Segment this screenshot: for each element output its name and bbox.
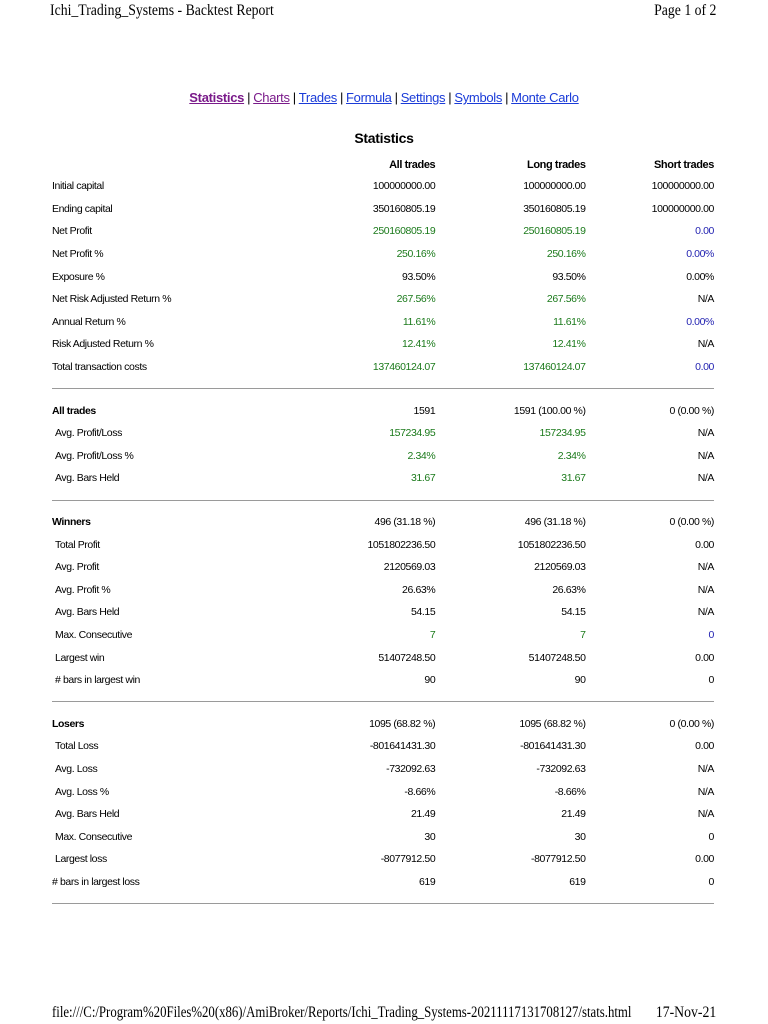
value-short: N/A (697, 427, 714, 440)
row-avg-bars-held (52, 467, 714, 490)
value-long: 1591 (100.00 %) (513, 404, 586, 417)
value-short: N/A (697, 606, 714, 619)
value-long: 30 (574, 830, 586, 843)
nav-monte-carlo-link[interactable]: Monte Carlo (511, 90, 579, 105)
value-long: -732092.63 (536, 762, 586, 775)
value-long: 350160805.19 (523, 202, 586, 215)
value-short: 0.00% (686, 270, 714, 283)
value-all: 11.61% (402, 315, 436, 328)
col-long-trades: Long trades (527, 159, 586, 171)
row-avg-profit-loss (52, 422, 714, 445)
value-short: N/A (697, 338, 714, 351)
value-long: 496 (31.18 %) (524, 516, 586, 529)
row-label: Largest loss (55, 853, 107, 866)
nav-statistics-link[interactable]: Statistics (189, 90, 245, 105)
value-short: 0 (708, 830, 714, 843)
value-short: 100000000.00 (651, 180, 714, 193)
row-losers-avg-bars-held (52, 803, 714, 826)
value-short: N/A (697, 561, 714, 574)
print-header (50, 2, 623, 24)
row-ending-capital (52, 198, 714, 221)
value-short: 0.00 (695, 651, 714, 664)
value-short: N/A (697, 449, 714, 462)
row-label: Net Profit % (52, 248, 104, 261)
section-divider (52, 490, 714, 501)
nav-charts-link[interactable]: Charts (253, 90, 290, 105)
value-long: 137460124.07 (523, 361, 586, 374)
value-short: 0.00 (695, 361, 714, 374)
row-label: Total transaction costs (52, 361, 147, 374)
row-label: Avg. Loss (55, 762, 98, 775)
footer-file-path: file:///C:/Program%20Files%20(x86)/AmiBroker/Reports/Ichi_Trading_Systems-20211117131708127/stats.html (52, 1004, 632, 1021)
row-initial-capital (52, 175, 714, 198)
value-short: N/A (697, 583, 714, 596)
value-all: 30 (424, 830, 436, 843)
value-long: 1051802236.50 (517, 538, 586, 551)
value-short: 0 (0.00 %) (669, 404, 714, 417)
nav-separator: | (247, 90, 251, 105)
row-label: Max. Consecutive (55, 830, 133, 843)
row-avg-loss-pct (52, 780, 714, 803)
value-short: 0.00 (695, 740, 714, 753)
value-long: -8.66% (554, 785, 586, 798)
row-bars-largest-win (52, 669, 714, 692)
row-net-risk-adjusted-return (52, 288, 714, 311)
row-all-trades (52, 399, 714, 422)
value-long: 21.49 (561, 808, 586, 821)
value-short: 0 (708, 875, 714, 888)
report-nav (0, 90, 768, 105)
value-long: 54.15 (561, 606, 586, 619)
value-all: 100000000.00 (372, 180, 436, 193)
row-net-profit-pct (52, 243, 714, 266)
row-bars-largest-loss (52, 871, 714, 894)
row-label: Avg. Loss % (55, 785, 109, 798)
value-long: 157234.95 (539, 427, 586, 440)
section-divider (52, 893, 714, 904)
row-transaction-costs (52, 356, 714, 379)
value-long: -801641431.30 (520, 740, 586, 753)
value-short: N/A (697, 762, 714, 775)
row-net-profit (52, 220, 714, 243)
row-label: Initial capital (52, 180, 104, 193)
nav-separator: | (448, 90, 452, 105)
value-short: 0 (708, 674, 714, 687)
value-all: 496 (31.18 %) (374, 516, 436, 529)
row-total-profit (52, 533, 714, 556)
value-all: 157234.95 (389, 427, 436, 440)
value-all: 1095 (68.82 %) (369, 717, 436, 730)
statistics-table (52, 155, 714, 904)
section-divider (52, 691, 714, 702)
nav-separator: | (505, 90, 509, 105)
row-label: Ending capital (52, 202, 113, 215)
row-label: Exposure % (52, 270, 105, 283)
row-label: Annual Return % (52, 315, 126, 328)
row-label: Net Risk Adjusted Return % (52, 293, 172, 306)
value-long: 11.61% (553, 315, 586, 328)
row-risk-adjusted-return (52, 333, 714, 356)
value-short: 0.00% (686, 248, 714, 261)
column-header-row (52, 155, 714, 175)
value-long: 26.63% (552, 583, 586, 596)
row-label: Max. Consecutive (55, 628, 133, 641)
row-avg-profit-loss-pct (52, 445, 714, 468)
row-exposure-pct (52, 265, 714, 288)
value-short: 0.00 (695, 225, 714, 238)
section-divider (52, 378, 714, 389)
value-long: 7 (580, 628, 586, 641)
value-long: 250160805.19 (523, 225, 586, 238)
value-all: 250160805.19 (372, 225, 436, 238)
value-long: 619 (569, 875, 586, 888)
row-label: # bars in largest loss (52, 875, 140, 888)
value-all: 54.15 (410, 606, 436, 619)
nav-settings-link[interactable]: Settings (400, 90, 446, 105)
value-long: 1095 (68.82 %) (519, 717, 586, 730)
value-all: 51407248.50 (378, 651, 436, 664)
nav-separator: | (292, 90, 296, 105)
value-all: 12.41% (402, 338, 436, 351)
value-all: 619 (418, 875, 436, 888)
value-all: 2120569.03 (383, 561, 436, 574)
col-short-trades: Short trades (654, 159, 714, 171)
row-label: Avg. Profit % (55, 583, 111, 596)
group-label: All trades (52, 404, 96, 417)
row-label: Total Loss (55, 740, 99, 753)
row-label: Total Profit (55, 538, 100, 551)
row-label: Avg. Profit/Loss % (55, 449, 134, 462)
row-avg-profit (52, 556, 714, 579)
row-annual-return (52, 311, 714, 334)
report-title: Ichi_Trading_Systems - Backtest Report (50, 2, 274, 19)
value-short: N/A (697, 785, 714, 798)
value-short: N/A (697, 472, 714, 485)
value-long: 2.34% (557, 449, 586, 462)
nav-formula-link[interactable]: Formula (346, 90, 392, 105)
value-long: 267.56% (546, 293, 586, 306)
value-short: N/A (697, 293, 714, 306)
value-all: 93.50% (402, 270, 436, 283)
value-all: 31.67 (410, 472, 436, 485)
value-short: 100000000.00 (651, 202, 714, 215)
value-all: -8077912.50 (380, 853, 436, 866)
group-label: Losers (52, 717, 85, 730)
col-all-trades: All trades (389, 159, 436, 171)
value-all: 7 (429, 628, 436, 641)
value-long: 31.67 (561, 472, 586, 485)
row-largest-win (52, 646, 714, 669)
value-short: N/A (697, 808, 714, 821)
value-all: 1051802236.50 (367, 538, 436, 551)
nav-separator: | (394, 90, 398, 105)
row-label: Avg. Bars Held (55, 808, 120, 821)
value-long: 90 (574, 674, 586, 687)
statistics-heading: Statistics (354, 130, 414, 146)
value-short: 0.00 (695, 853, 714, 866)
value-long: 250.16% (546, 248, 586, 261)
row-winners-max-consecutive (52, 624, 714, 647)
value-all: 1591 (413, 404, 436, 417)
value-all: 250.16% (396, 248, 436, 261)
value-long: 100000000.00 (523, 180, 586, 193)
footer-date: 17-Nov-21 (655, 1004, 716, 1021)
value-long: 12.41% (552, 338, 586, 351)
row-largest-loss (52, 848, 714, 871)
row-label: Avg. Bars Held (55, 606, 120, 619)
group-label: Winners (52, 516, 91, 529)
value-all: 350160805.19 (372, 202, 436, 215)
value-all: 90 (424, 674, 436, 687)
row-winners (52, 511, 714, 534)
row-losers (52, 712, 714, 735)
value-all: 2.34% (407, 449, 436, 462)
row-label: # bars in largest win (55, 674, 140, 687)
row-total-loss (52, 735, 714, 758)
value-long: -8077912.50 (530, 853, 586, 866)
nav-separator: | (339, 90, 344, 105)
nav-trades-link[interactable]: Trades (298, 90, 337, 105)
row-avg-loss (52, 758, 714, 781)
row-winners-avg-bars-held (52, 601, 714, 624)
row-label: Risk Adjusted Return % (52, 338, 154, 351)
value-long: 93.50% (552, 270, 586, 283)
value-short: 0 (708, 628, 714, 641)
row-label: Net Profit (52, 225, 92, 238)
value-all: 137460124.07 (372, 361, 436, 374)
value-all: -801641431.30 (369, 740, 436, 753)
value-all: 21.49 (410, 808, 436, 821)
value-short: 0 (0.00 %) (669, 717, 714, 730)
row-label: Avg. Bars Held (55, 472, 120, 485)
value-all: 26.63% (402, 583, 436, 596)
row-losers-max-consecutive (52, 825, 714, 848)
value-short: 0.00 (695, 538, 714, 551)
value-all: -8.66% (404, 785, 436, 798)
nav-symbols-link[interactable]: Symbols (454, 90, 503, 105)
value-all: 267.56% (396, 293, 436, 306)
row-avg-profit-pct (52, 579, 714, 602)
value-all: -732092.63 (386, 762, 436, 775)
row-label: Avg. Profit/Loss (55, 427, 122, 440)
row-label: Largest win (55, 651, 105, 664)
page-number: Page 1 of 2 (653, 2, 716, 19)
value-long: 2120569.03 (534, 561, 586, 574)
value-short: 0.00% (686, 315, 714, 328)
value-short: 0 (0.00 %) (669, 516, 714, 529)
value-long: 51407248.50 (528, 651, 586, 664)
row-label: Avg. Profit (55, 561, 99, 574)
